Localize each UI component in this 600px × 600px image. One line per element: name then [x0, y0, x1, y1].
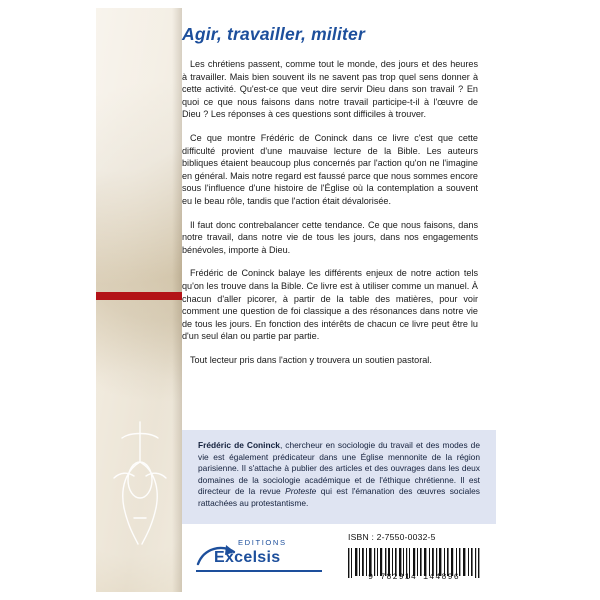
blurb-paragraph: Il faut donc contrebalancer cette tendance. Ce que nous faisons, dans notre travail, dans notre vie de tous les jours, dans nos engagements bénévoles, importe à Dieu. — [182, 219, 478, 255]
publisher-top-label: EDITIONS — [238, 538, 287, 547]
red-accent-bar — [96, 292, 182, 300]
author-bio-box — [182, 430, 496, 524]
blurb-paragraph: Ce que montre Frédéric de Coninck dans ce livre c'est que cette difficulté provient d'une mauvaise lecture de la Bible. Les auteurs bibliques étaient beaucoup plus concernés par l'action qu'on ne l'imagine en général. Mais notre regard est faussé parce que nous sommes encore sous l'influence d'une histoire de l'Église où la contemplation a souvent eu le beau rôle, tandis que l'action était dévalorisée. — [182, 132, 478, 206]
author-bio-part2: qui est l'émanation des œuvres sociales rattachées au protestantisme. — [198, 486, 480, 508]
isbn-label: ISBN : 2-7550-0032-5 — [348, 532, 436, 542]
blurb-paragraph: Les chrétiens passent, comme tout le monde, des jours et des heures à travailler. Mais bien souvent ils ne savent pas trop quel sens donner à cette activité. Qu'est-ce que veut dire servir Dieu dans son travail ? En quoi ce que nous faisons dans notre travail participe-t-il à l'œuvre de Dieu ? Les réponses à ces questions sont difficiles à trouver. — [182, 59, 478, 120]
blurb-paragraph: Tout lecteur pris dans l'action y trouvera un soutien pastoral. — [190, 354, 432, 365]
author-bio-text — [198, 440, 480, 510]
author-bio-part1: , chercheur en sociologie du travail et des modes de vie est également prédicateur dans une Église mennonite de la région parisienne. Il s'attache à publier des articles et des ouvrages dans les deux domaines de la sociologie académique et de l'éthique chrétienne. Il est directeur de la revue — [198, 440, 480, 497]
blurb-paragraph: Frédéric de Coninck balaye les différents enjeux de notre action tels qu'on les trouve dans la Bible. Ce livre est à utiliser comme un manuel. À chacun d'aller picorer, à partir de la table des matières, pour voir comment une question de foi classique a des résonances dans notre vie de tous les jours. En fonction des intérêts de chacun ce livre peut être lu d'un seul élan ou partie par partie. — [182, 268, 478, 342]
blurb-text — [182, 58, 478, 366]
publisher-name: Excelsis — [214, 549, 281, 566]
author-name: Frédéric de Coninck — [198, 440, 280, 450]
review-name: Protestе — [285, 486, 317, 497]
barcode-number: 9 782914 144896 — [368, 573, 460, 582]
book-title: Agir, travailler, militer — [182, 24, 365, 44]
decorative-figure-icon — [104, 418, 176, 548]
publisher-rule — [196, 570, 322, 572]
publisher-logo — [196, 538, 326, 582]
